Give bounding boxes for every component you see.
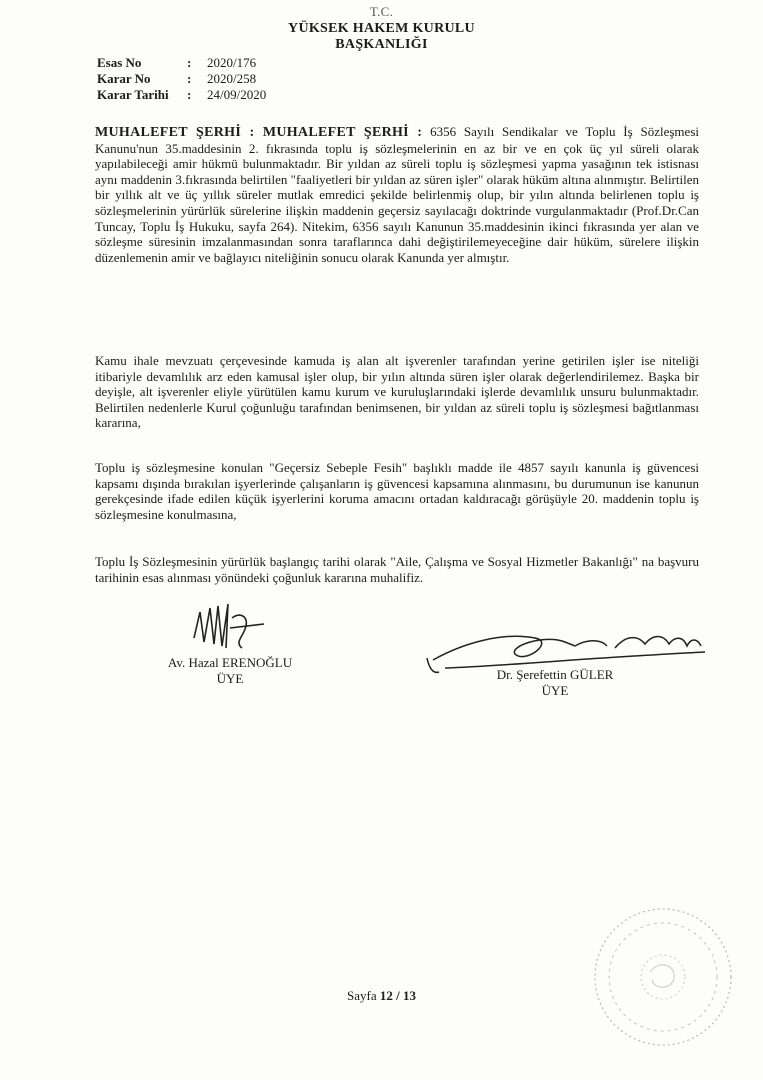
paragraph-3: Toplu iş sözleşmesine konulan "Geçersiz Sebeple Fesih" başlıklı madde ile 4857 sayılı kanunla iş güvencesi kapsamı dışında bırakılan işyerlerinde çalışanların iş güvencesi kapsamına alınmasını, bu durumunun ise kanunun gerekçesinde ifade edilen küçük işyerlerini koruma amacını ortadan kaldıracağı görüşüyle 20. maddenin toplu iş sözleşmesine konulmasına, [95, 460, 699, 522]
tarih-row [97, 87, 266, 103]
signature-1-scribble [190, 598, 270, 662]
page-footer [0, 988, 763, 1004]
karar-row [97, 71, 266, 87]
dissent-heading: MUHALEFET ŞERHİ : MUHALEFET ŞERHİ : [95, 125, 423, 140]
signature-block-1 [150, 655, 310, 687]
karar-colon: : [187, 71, 192, 86]
official-seal [588, 902, 738, 1052]
tarih-colon: : [187, 87, 192, 102]
paragraph-1-text: 6356 Sayılı Sendikalar ve Toplu İş Sözleşmesi Kanunu'nun 35.maddesinin 2. fıkrasında toplu iş sözleşmelerinin en az bir ve en çok üç yıl süreli olarak yapılabileceği amir hükmü bulunmaktadır. Bir yıldan az süreli toplu iş sözleşmesi yapma yasağının tek istisnası aynı maddenin 3.fıkrasında belirtilen "faaliyetleri bir yıldan az süren işler" olarak hüküm altına alınmıştır. Belirtilen bir yıllık alt ve üç yıllık süreler mutlak emredici şekilde belirlenmiş olup, bir yılın altında belirlenen toplu iş sözleşmelerinin yürürlük sürelerine ilişkin maddenin geçersiz sayılacağı doktrinde vurgulanmaktadır (Prof.Dr.Can Tuncay, Toplu İş Hukuku, sayfa 264). Nitekim, 6356 sayılı Kanunun 35.maddesinin ikinci fıkrasında yer alan ve sözleşme süresinin imzalanmasından sonra taraflarınca dahi değiştirilemeyeceğine dair hüküm, sürelere ilişkin düzenlemenin amir ve bağlayıcı niteliğinin sonucu olarak Kanunda yer almıştır. [95, 124, 699, 265]
signature-2-title: ÜYE [541, 683, 569, 698]
tarih-value: 24/09/2020 [207, 87, 267, 102]
esas-colon: : [187, 55, 192, 70]
case-meta [97, 55, 266, 103]
header-institution: YÜKSEK HAKEM KURULU [288, 21, 475, 36]
esas-value: 2020/176 [207, 55, 257, 70]
tarih-label: Karar Tarihi [97, 87, 169, 102]
signature-block-2 [470, 667, 640, 699]
karar-value: 2020/258 [207, 71, 257, 86]
esas-label: Esas No [97, 55, 142, 70]
signature-1-title: ÜYE [216, 671, 244, 686]
signature-2-name: Dr. Şerefettin GÜLER [496, 667, 614, 682]
paragraph-2: Kamu ihale mevzuatı çerçevesinde kamuda iş alan alt işverenler tarafından yerine getirilen işler ise niteliği itibariyle devamlılık arz eden kamusal işler olup, bir yılın altında süren işler olarak değerlendirilemez. Başka bir deyişle, alt işverenler eliyle yürütülen kamu kurum ve kuruluşlarındaki işlerde devamlılık unsuru bulunmaktadır. Belirtilen nedenlerle Kurul çoğunluğu tarafından benimsenen, bir yıldan az süreli toplu iş sözleşmesi bağıtlanması kararına, [95, 353, 699, 431]
paragraph-1 [95, 124, 699, 265]
header-department: BAŞKANLIĞI [335, 37, 428, 52]
signature-1-name: Av. Hazal ERENOĞLU [167, 655, 293, 670]
paragraph-4: Toplu İş Sözleşmesinin yürürlük başlangıç tarihi olarak "Aile, Çalışma ve Sosyal Hizmetler Bakanlığı" na başvuru tarihinin esas alınması yönündeki çoğunluk kararına muhalifiz. [95, 554, 699, 585]
page-label: Sayfa [347, 988, 380, 1003]
page-number: 12 / 13 [379, 988, 416, 1003]
header-tc: T.C. [369, 4, 394, 19]
karar-label: Karar No [97, 71, 151, 86]
esas-row [97, 55, 266, 71]
